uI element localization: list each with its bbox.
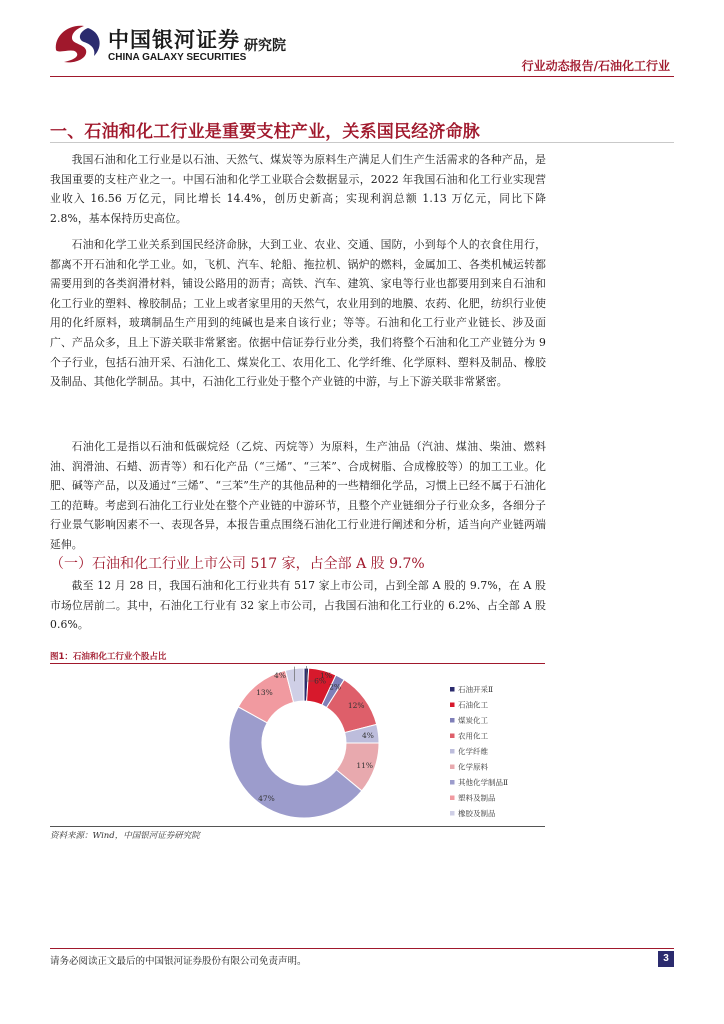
legend-swatch [450, 780, 455, 785]
logo-chinese-name: 中国银河证券 [108, 28, 240, 52]
legend-swatch [450, 703, 455, 708]
slice-data-label: 6% [314, 676, 326, 686]
legend-swatch [450, 749, 455, 754]
footer-divider [50, 948, 674, 949]
legend-swatch [450, 796, 455, 801]
legend-swatch [450, 687, 455, 692]
section-divider [50, 142, 674, 143]
legend-label: 塑料及制品 [458, 793, 496, 803]
report-type-label: 行业动态报告/石油化工行业 [521, 59, 670, 73]
donut-chart [50, 666, 545, 824]
legend-label: 煤炭化工 [458, 716, 488, 725]
legend-swatch [450, 765, 455, 770]
slice-data-label: 12% [347, 701, 365, 711]
section-title: 一、石油和化工行业是重要支柱产业，关系国民经济命脉 [50, 122, 480, 142]
slice-data-label: 1% [320, 671, 332, 680]
legend-label: 化学原料 [458, 762, 488, 772]
slice-data-label: 4% [274, 671, 286, 680]
legend-label: 农用化工 [458, 731, 488, 741]
slice-data-label: 47% [258, 794, 275, 804]
legend-swatch [450, 811, 455, 816]
footer-disclaimer: 请务必阅读正文最后的中国银河证券股份有限公司免责声明。 [50, 956, 307, 967]
paragraph-petrochemical-definition: 石油化工是指以石油和低碳烷烃（乙烷、丙烷等）为原料，生产油品（汽油、煤油、柴油、燃料油、润滑油、石蜡、沥青等）和石化产品（“三烯”、“三苯”、合成树脂、合成橡胶等）的加工工业。化肥、碱等产品，以及通过“三烯”、“三苯”生产的其他品种的一些精细化学品，习惯上已经不属于石油化工的范畴。考虑到石油化工行业处在整个产业链的中游环节，且整个产业链细分子行业众多，各细分子行业景气影响因素不一、表现各异，本报告重点围绕石油化工行业进行阐述和分析，适当向产业链两端延伸。 [50, 440, 546, 551]
company-logo-icon [50, 20, 106, 66]
institute-label: 研究院 [244, 38, 286, 54]
subsection-title: （一）石油和化工行业上市公司 517 家，占全部 A 股 9.7% [50, 556, 425, 572]
slice-data-label: 2% [329, 682, 342, 692]
slice-data-label: 13% [256, 688, 273, 698]
legend-label: 石油化工 [458, 700, 488, 710]
paragraph-economic-lifeline: 石油和化学工业关系到国民经济命脉，大到工业、农业、交通、国防，小到每个人的衣食住用行，都离不开石油和化学工业。如，飞机、汽车、轮船、拖拉机、锅炉的燃料，金属加工、各类机械运转都需要用到的各类润滑材料，铺设公路用的沥青；高铁、汽车、建筑、家电等行业也都要用到来自石油和化工行业的塑料、橡胶制品；工业上或者家里用的天然气，农业用到的地膜、农药、化肥，纺织行业使用的化纤原料，玻璃制品生产用到的纯碱也是来自该行业；等等。石油和化工行业产业链长、涉及面广、产品众多，且上下游关联非常紧密。依据中信证券行业分类，我们将整个石油和化工产业链分为 9 个子行业，包括石油开采、石油化工、煤炭化工、农用化工、化学纤维、化学原料、塑料及制品、橡胶及制品、其他化学制品。其中，石油化工行业处于整个产业链的中游，与上下游关联非常紧密。 [50, 238, 546, 389]
slice-data-label: 11% [356, 760, 373, 770]
legend-label: 其他化学制品Ⅱ [458, 778, 509, 787]
legend-label: 化学纤维 [458, 747, 488, 756]
paragraph-industry-overview: 我国石油和化工行业是以石油、天然气、煤炭等为原料生产满足人们生产生活需求的各种产品，是我国重要的支柱产业之一。中国石油和化学工业联合会数据显示，2022 年我国石油和化工行业实现营业收入 16.56 万亿元，同比增长 14.4%，创历史新高；实现利润总额 1.13 万亿元，同比下降 2.8%，基本保持历史高位。 [50, 153, 546, 225]
figure-top-rule [50, 663, 545, 664]
legend-swatch [450, 734, 455, 739]
legend-label: 橡胶及制品 [458, 809, 496, 818]
page-number: 3 [658, 951, 674, 967]
slice-data-label: 4% [361, 730, 374, 740]
paragraph-listed-companies: 截至 12 月 28 日，我国石油和化工行业共有 517 家上市公司，占到全部 A 股的 9.7%，在 A 股市场位居前二。其中，石油化工行业有 32 家上市公司，占我国石油和化工行业的 6.2%、占全部 A 股 0.6%。 [50, 579, 546, 632]
header-divider [50, 76, 674, 77]
figure-title: 图1：石油和化工行业个股占比 [50, 652, 167, 662]
figure-source: 资料来源：Wind，中国银河证券研究院 [50, 831, 200, 841]
legend-label: 石油开采Ⅱ [458, 685, 494, 694]
figure-bottom-rule [50, 826, 545, 827]
legend-swatch [450, 718, 455, 723]
logo-english-name: CHINA GALAXY SECURITIES [108, 52, 247, 63]
